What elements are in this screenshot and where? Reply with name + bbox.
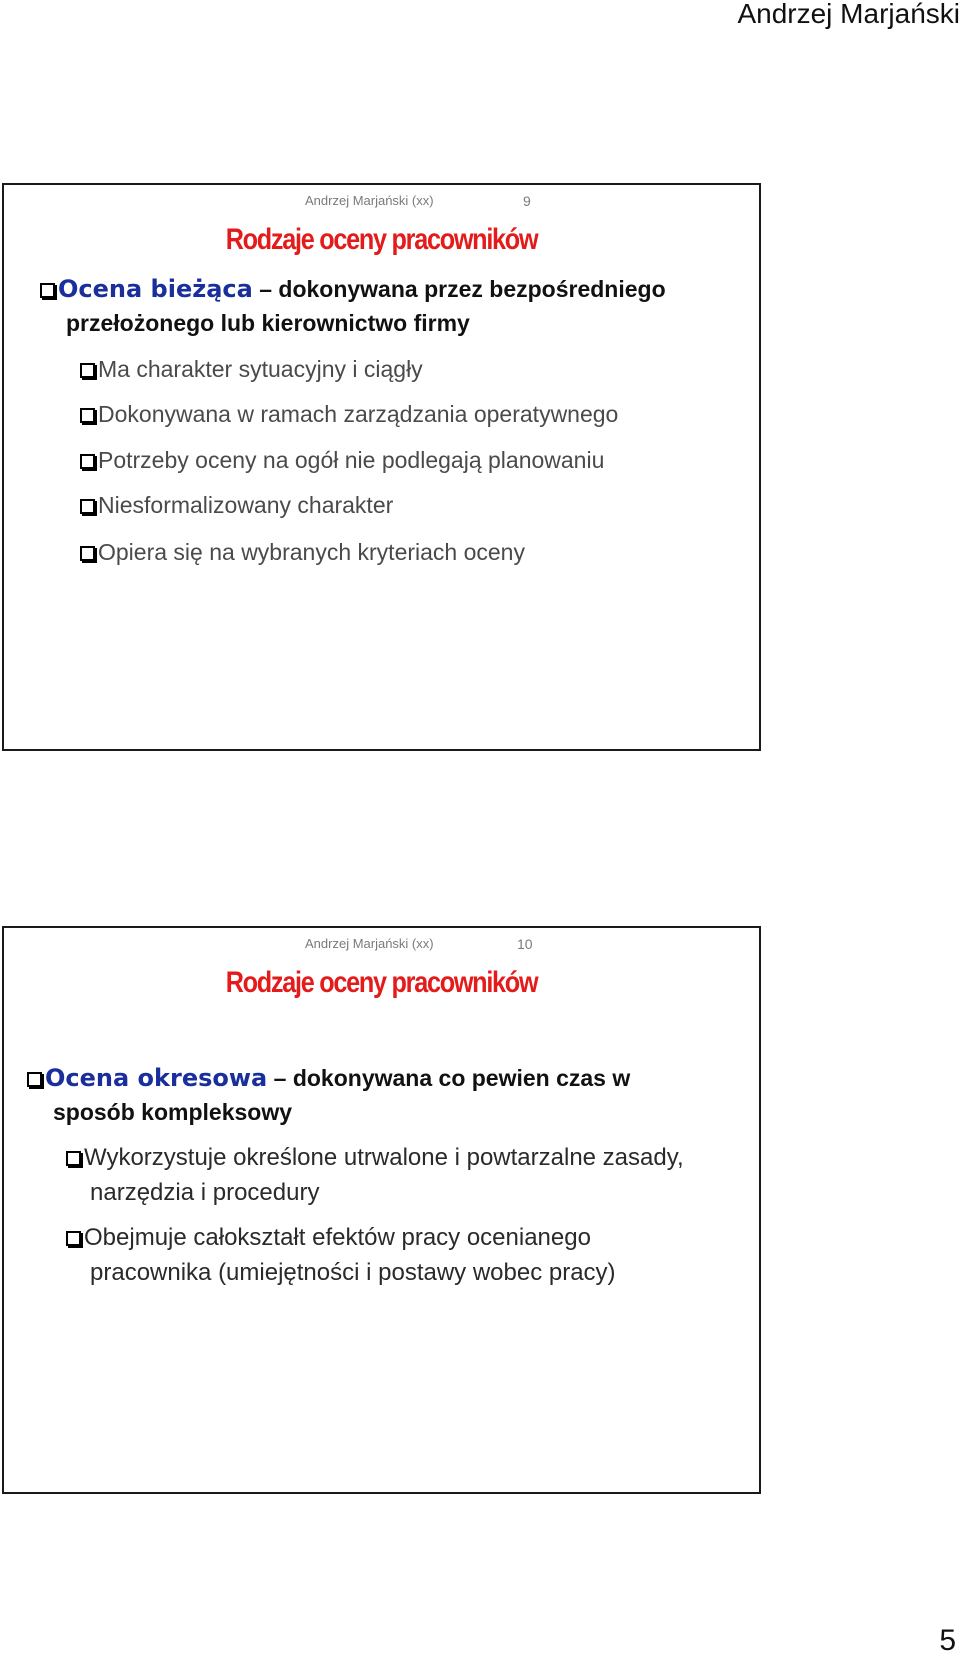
list-item-text-line-1: Obejmuje całokształt efektów pracy ocenianego [84,1224,591,1251]
checkbox-bullet-icon [80,454,95,469]
list-item [80,397,618,431]
description-line-2: przełożonego lub kierownictwo firmy [66,310,470,336]
list-item-text-line-2: narzędzia i procedury [90,1179,320,1206]
term: Ocena bieżąca [58,275,253,303]
checkbox-bullet-icon [80,499,95,514]
checkbox-bullet-icon [80,546,95,561]
list-item [66,1140,684,1210]
list-item-text: Ma charakter sytuacyjny i ciągły [98,356,423,382]
slide-number: 10 [517,936,533,952]
dash: – [267,1065,293,1091]
list-item-text: Potrzeby oceny na ogół nie podlegają planowaniu [98,447,605,473]
list-item [80,535,525,569]
list-item [80,443,604,477]
main-bullet [27,1061,630,1129]
list-item [80,352,423,386]
slide-header: Andrzej Marjański (xx) [305,193,434,208]
description-line-1: dokonywana przez bezpośredniego [278,276,666,302]
list-item-text-line-2: pracownika (umiejętności i postawy wobec pracy) [90,1259,616,1286]
description-line-2: sposób kompleksowy [53,1099,293,1125]
slide-header: Andrzej Marjański (xx) [305,936,434,951]
term: Ocena okresowa [45,1064,268,1092]
list-item-text: Niesformalizowany charakter [98,492,394,518]
slide-title: Rodzaje oceny pracowników [225,223,538,256]
main-bullet [40,272,666,340]
dash: – [252,276,279,302]
list-item [66,1220,616,1290]
page-author: Andrzej Marjański [737,0,960,29]
slide-title: Rodzaje oceny pracowników [225,966,538,999]
checkbox-bullet-icon [27,1072,42,1087]
checkbox-bullet-icon [80,363,95,378]
slide-10 [2,926,761,1494]
slide-number: 9 [523,193,531,209]
description-line-1: dokonywana co pewien czas w [292,1065,631,1091]
list-item-text: Opiera się na wybranych kryteriach oceny [98,539,525,565]
list-item-text: Dokonywana w ramach zarządzania operatywnego [98,401,619,427]
checkbox-bullet-icon [66,1231,81,1246]
slide-9 [2,183,761,751]
checkbox-bullet-icon [40,283,55,298]
checkbox-bullet-icon [80,408,95,423]
list-item-text-line-1: Wykorzystuje określone utrwalone i powtarzalne zasady, [84,1144,684,1171]
checkbox-bullet-icon [66,1151,81,1166]
list-item [80,488,393,522]
page-number: 5 [939,1624,956,1657]
